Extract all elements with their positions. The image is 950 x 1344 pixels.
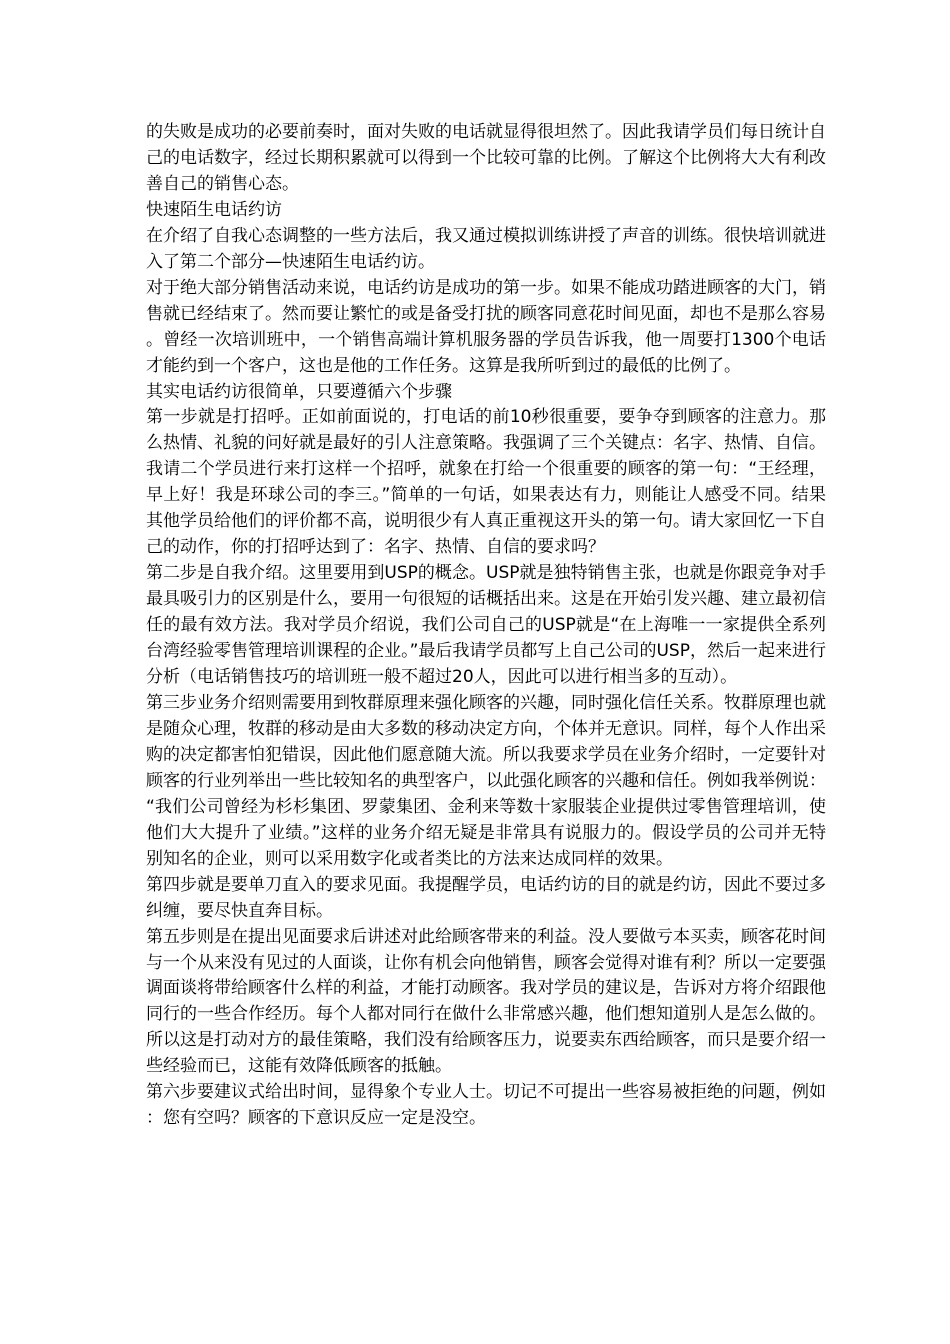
- paragraph-voice-training: 在介绍了自我心态调整的一些方法后，我又通过模拟训练讲授了声音的训练。很快培训就进入了第二个部分—快速陌生电话约访。: [146, 225, 826, 272]
- heading-six-steps: 其实电话约访很简单，只要遵循六个步骤: [146, 381, 452, 402]
- paragraph-step-two-introduction: 第二步是自我介绍。这里要用到USP的概念。USP就是独特销售主张，也就是你跟竞争对手最具吸引力的区别是什么，要用一句很短的话概括出来。这是在开始引发兴趣、建立最初信任的最有效方法。我对学员介绍说，我们公司自己的USP就是“在上海唯一一家提供全系列台湾经验零售管理培训课程的企业。”最后我请学员都写上自己公司的USP，然后一起来进行分析（电话销售技巧的培训班一般不超过20人，因此可以进行相当多的互动）。: [146, 563, 826, 688]
- document-body: [146, 120, 826, 1132]
- paragraph-step-four-meeting: 第四步就是要单刀直入的要求见面。我提醒学员，电话约访的目的就是约访，因此不要过多纠缠，要尽快直奔目标。: [146, 874, 826, 921]
- heading-fast-cold-call: 快速陌生电话约访: [146, 199, 282, 220]
- paragraph-step-five-benefits: 第五步则是在提出见面要求后讲述对此给顾客带来的利益。没人要做亏本买卖，顾客花时间与一个从来没有见过的人面谈，让你有机会向他销售，顾客会觉得对谁有利？所以一定要强调面谈将带给顾客什么样的利益，才能打动顾客。我对学员的建议是，告诉对方将介绍跟他同行的一些合作经历。每个人都对同行在做什么非常感兴趣，他们想知道别人是怎么做的。所以这是打动对方的最佳策略，我们没有给顾客压力，说要卖东西给顾客，而只是要介绍一些经验而已，这能有效降低顾客的抵触。: [146, 926, 826, 1077]
- paragraph-step-one-greeting: 第一步就是打招呼。正如前面说的，打电话的前10秒很重要，要争夺到顾客的注意力。那么热情、礼貌的问好就是最好的引人注意策略。我强调了三个关键点：名字、热情、自信。我请二个学员进行来打这样一个招呼，就象在打给一个很重要的顾客的第一句：“王经理，早上好！我是环球公司的李三。”简单的一句话，如果表达有力，则能让人感受不同。结果其他学员给他们的评价都不高，说明很少有人真正重视这开头的第一句。请大家回忆一下自己的动作，你的打招呼达到了：名字、热情、自信的要求吗？: [146, 407, 826, 558]
- paragraph-step-six-time: 第六步要建议式给出时间，显得象个专业人士。切记不可提出一些容易被拒绝的问题，例如：您有空吗？顾客的下意识反应一定是没空。: [146, 1082, 826, 1129]
- paragraph-failure-ratio: 的失败是成功的必要前奏时，面对失败的电话就显得很坦然了。因此我请学员们每日统计自己的电话数字，经过长期积累就可以得到一个比较可靠的比例。了解这个比例将大大有利改善自己的销售心态。: [146, 122, 826, 194]
- paragraph-first-step-importance: 对于绝大部分销售活动来说，电话约访是成功的第一步。如果不能成功踏进顾客的大门，销售就已经结束了。然而要让繁忙的或是备受打扰的顾客同意花时间见面，却也不是那么容易。曾经一次培训班中，一个销售高端计算机服务器的学员告诉我，他一周要打1300个电话才能约到一个客户，这也是他的工作任务。这算是我所听到过的最低的比例了。: [146, 277, 826, 376]
- paragraph-step-three-business: 第三步业务介绍则需要用到牧群原理来强化顾客的兴趣，同时强化信任关系。牧群原理也就是随众心理，牧群的移动是由大多数的移动决定方向，个体并无意识。同样，每个人作出采购的决定都害怕犯错误，因此他们愿意随大流。所以我要求学员在业务介绍时，一定要针对顾客的行业列举出一些比较知名的典型客户，以此强化顾客的兴趣和信任。例如我举例说：“我们公司曾经为杉杉集团、罗蒙集团、金利来等数十家服装企业提供过零售管理培训，使他们大大提升了业绩。”这样的业务介绍无疑是非常具有说服力的。假设学员的公司并无特别知名的企业，则可以采用数字化或者类比的方法来达成同样的效果。: [146, 692, 826, 869]
